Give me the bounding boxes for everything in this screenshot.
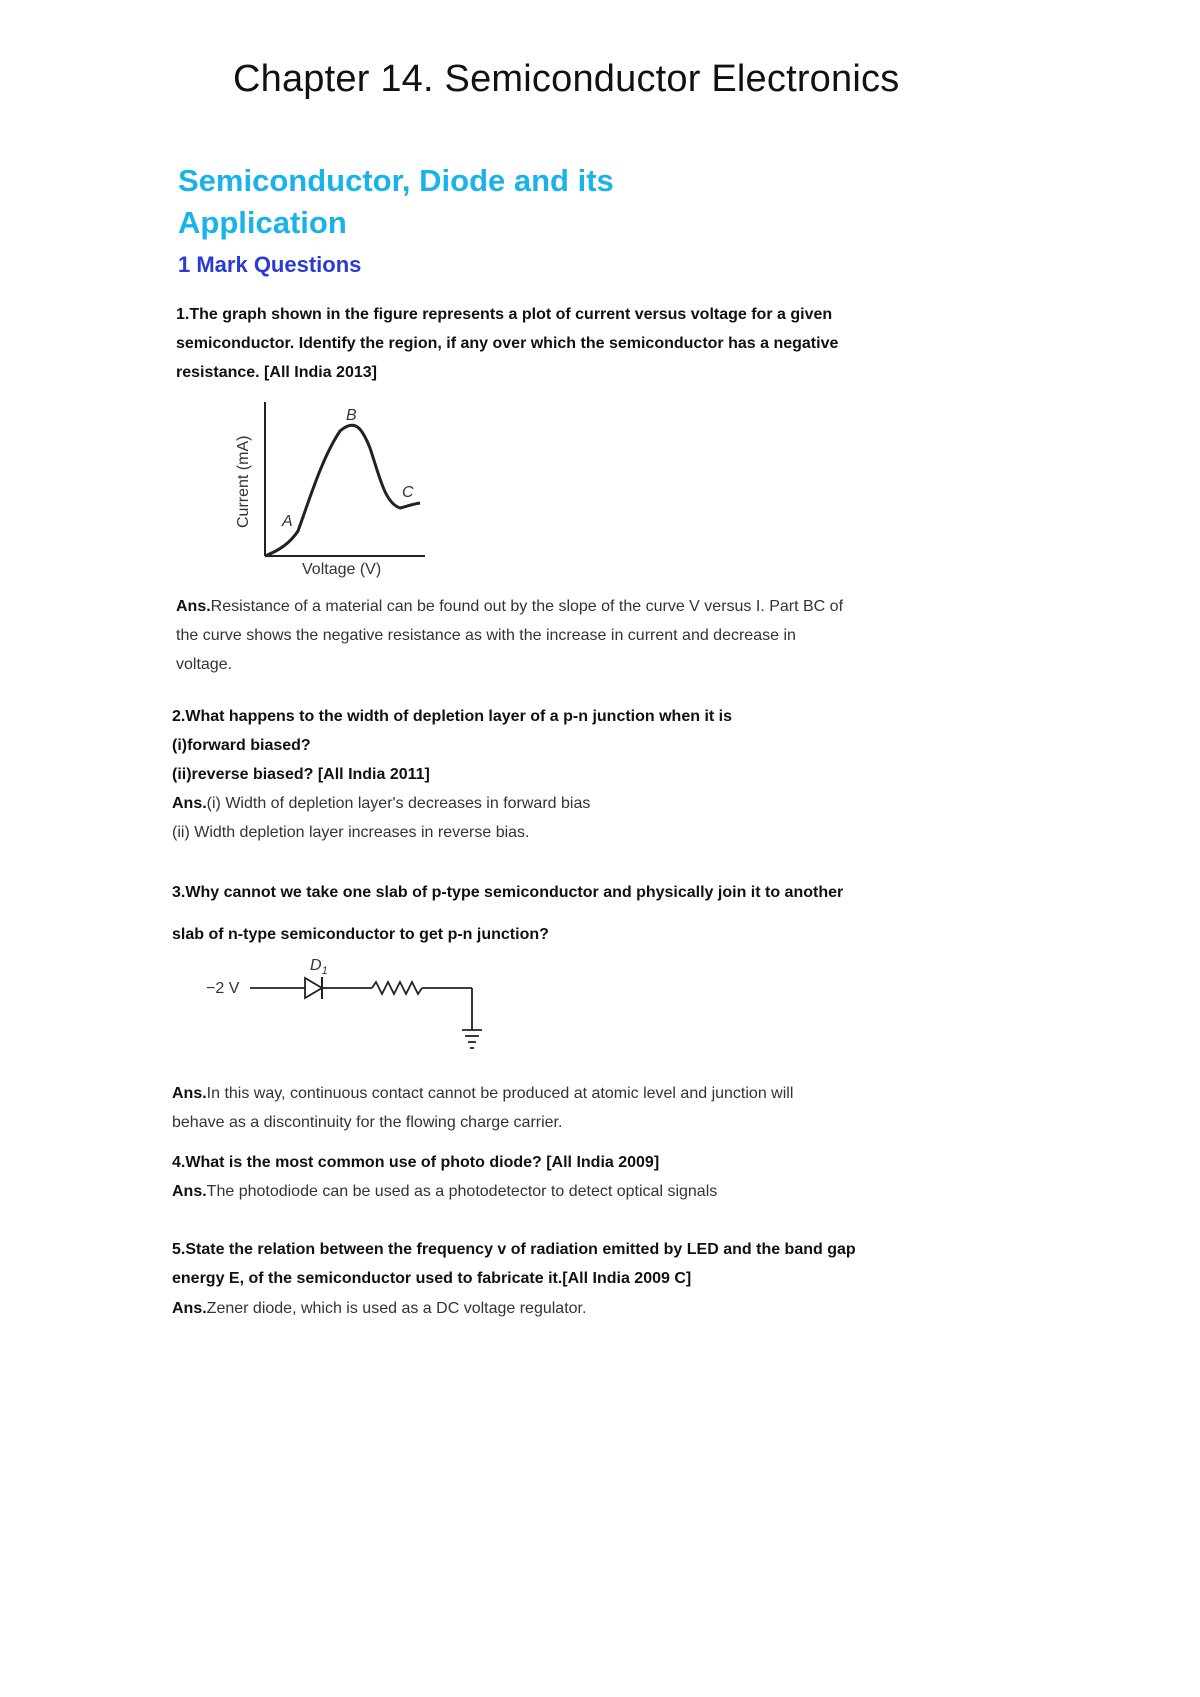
question-5 bbox=[172, 1235, 856, 1293]
answer-2 bbox=[172, 789, 590, 847]
question-1-line1: 1.The graph shown in the figure represents a plot of current versus voltage for a given bbox=[176, 306, 833, 323]
question-5-line1: 5.State the relation between the frequency v of radiation emitted by LED and the band gap bbox=[172, 1241, 856, 1258]
answer-3 bbox=[172, 1079, 793, 1137]
answer-2-line1 bbox=[172, 789, 590, 818]
y-axis-label: Current (mA) bbox=[235, 435, 252, 528]
answer-4-prefix: Ans. bbox=[172, 1183, 207, 1200]
answer-5-text1: Zener diode, which is used as a DC voltage regulator. bbox=[206, 1300, 587, 1317]
point-a-label: A bbox=[282, 513, 293, 530]
question-1-line3: resistance. [All India 2013] bbox=[176, 364, 377, 381]
question-4: 4.What is the most common use of photo diode? [All India 2009] bbox=[172, 1154, 660, 1171]
question-3-line2: slab of n-type semiconductor to get p-n junction? bbox=[172, 926, 549, 943]
diode-circuit bbox=[200, 948, 500, 1058]
answer-3-line2: behave as a discontinuity for the flowing charge carrier. bbox=[172, 1114, 563, 1131]
question-2-line1: 2.What happens to the width of depletion layer of a p-n junction when it is bbox=[172, 708, 733, 725]
question-2-line3: (ii)reverse biased? [All India 2011] bbox=[172, 766, 430, 783]
point-c-label: C bbox=[402, 484, 414, 501]
answer-2-prefix: Ans. bbox=[172, 795, 207, 812]
section-title bbox=[178, 160, 614, 244]
answer-5 bbox=[172, 1294, 586, 1323]
answer-1-prefix: Ans. bbox=[176, 598, 211, 615]
resistor-symbol bbox=[372, 982, 422, 994]
answer-1-line2: the curve shows the negative resistance as with the increase in current and decrease in bbox=[176, 627, 796, 644]
answer-4-text1: The photodiode can be used as a photodetector to detect optical signals bbox=[206, 1183, 718, 1200]
chapter-title: Chapter 14. Semiconductor Electronics bbox=[233, 58, 900, 100]
answer-4 bbox=[172, 1177, 717, 1206]
point-b-label: B bbox=[346, 407, 357, 424]
question-5-line2: energy E, of the semiconductor used to fabricate it.[All India 2009 C] bbox=[172, 1270, 692, 1287]
voltage-label: −2 V bbox=[206, 980, 240, 997]
iv-curve bbox=[265, 425, 420, 556]
diode-symbol bbox=[305, 978, 322, 998]
section-title-line1: Semiconductor, Diode and its bbox=[178, 163, 614, 198]
answer-3-prefix: Ans. bbox=[172, 1085, 207, 1102]
answer-2-text1: (i) Width of depletion layer's decreases in forward bias bbox=[206, 795, 591, 812]
answer-2-line2: (ii) Width depletion layer increases in reverse bias. bbox=[172, 824, 530, 841]
diode-label-main: D bbox=[310, 957, 322, 974]
x-axis-label: Voltage (V) bbox=[302, 561, 382, 578]
answer-3-line1 bbox=[172, 1079, 793, 1108]
question-1 bbox=[176, 300, 838, 387]
answer-5-prefix: Ans. bbox=[172, 1300, 207, 1317]
answer-1-line3: voltage. bbox=[176, 656, 233, 673]
current-voltage-graph bbox=[230, 398, 440, 580]
answer-1-text1: Resistance of a material can be found out by the slope of the curve V versus I. Part BC of bbox=[210, 598, 844, 615]
answer-1-line1 bbox=[176, 592, 843, 621]
question-3-line1: 3.Why cannot we take one slab of p-type semiconductor and physically join it to another bbox=[172, 884, 844, 901]
question-2 bbox=[172, 702, 732, 789]
question-2-line2: (i)forward biased? bbox=[172, 737, 311, 754]
answer-3-text1: In this way, continuous contact cannot be produced at atomic level and junction will bbox=[206, 1085, 794, 1102]
subsection-title: 1 Mark Questions bbox=[178, 252, 362, 277]
diode-label bbox=[310, 957, 328, 977]
diode-label-subscript: 1 bbox=[321, 965, 328, 977]
section-title-line2: Application bbox=[178, 205, 347, 240]
question-1-line2: semiconductor. Identify the region, if any over which the semiconductor has a negative bbox=[176, 335, 839, 352]
answer-1 bbox=[176, 592, 843, 679]
